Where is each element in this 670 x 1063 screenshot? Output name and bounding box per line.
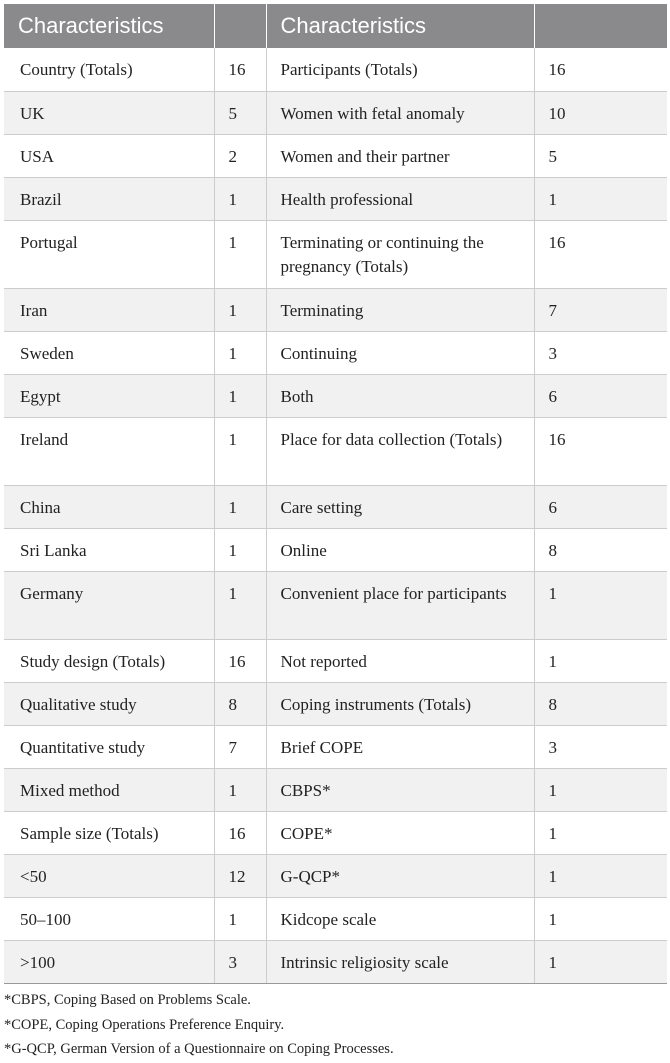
cell-count-right: 6	[534, 485, 667, 528]
cell-characteristic-left: Sweden	[4, 331, 214, 374]
footnote-gqcp: *G-QCP, German Version of a Questionnaire on Coping Processes.	[4, 1041, 394, 1057]
cell-characteristic-left: Mixed method	[4, 768, 214, 811]
cell-characteristic-right: Not reported	[266, 639, 534, 682]
cell-characteristic-left: >100	[4, 940, 214, 983]
cell-characteristic-left: Quantitative study	[4, 725, 214, 768]
cell-characteristic-right: Convenient place for participants	[266, 571, 534, 639]
cell-count-right: 16	[534, 48, 667, 91]
header-count-left	[214, 4, 266, 48]
cell-characteristic-left: Country (Totals)	[4, 48, 214, 91]
table-row	[4, 48, 667, 91]
cell-count-left: 1	[214, 571, 266, 639]
cell-characteristic-right: Brief COPE	[266, 725, 534, 768]
cell-characteristic-left: Ireland	[4, 417, 214, 485]
cell-characteristic-right: Place for data collection (Totals)	[266, 417, 534, 485]
cell-count-right: 8	[534, 528, 667, 571]
cell-count-right: 1	[534, 571, 667, 639]
cell-count-left: 8	[214, 682, 266, 725]
table-row	[4, 220, 667, 288]
cell-count-left: 1	[214, 374, 266, 417]
cell-characteristic-left: Qualitative study	[4, 682, 214, 725]
cell-characteristic-left: Brazil	[4, 177, 214, 220]
cell-count-right: 16	[534, 220, 667, 288]
cell-characteristic-left: UK	[4, 91, 214, 134]
cell-characteristic-left: Sample size (Totals)	[4, 811, 214, 854]
cell-count-right: 1	[534, 940, 667, 983]
footnote-cope: *COPE, Coping Operations Preference Enquiry.	[4, 1016, 285, 1033]
table-row	[4, 374, 667, 417]
characteristics-table-container	[4, 4, 667, 984]
cell-count-right: 1	[534, 639, 667, 682]
table-row	[4, 639, 667, 682]
table-header-row	[4, 4, 667, 48]
cell-count-left: 16	[214, 639, 266, 682]
cell-count-right: 3	[534, 725, 667, 768]
cell-characteristic-right: Intrinsic religiosity scale	[266, 940, 534, 983]
cell-count-left: 2	[214, 134, 266, 177]
cell-characteristic-right: Women with fetal anomaly	[266, 91, 534, 134]
header-count-right	[534, 4, 667, 48]
cell-characteristic-left: 50–100	[4, 897, 214, 940]
footnote-cbps: *CBPS, Coping Based on Problems Scale.	[4, 992, 251, 1008]
table-row	[4, 134, 667, 177]
table-row	[4, 91, 667, 134]
cell-characteristic-left: USA	[4, 134, 214, 177]
cell-characteristic-left: Egypt	[4, 374, 214, 417]
table-row	[4, 417, 667, 485]
table-row	[4, 331, 667, 374]
cell-count-left: 1	[214, 288, 266, 331]
cell-characteristic-right: Care setting	[266, 485, 534, 528]
cell-characteristic-right: Participants (Totals)	[266, 48, 534, 91]
cell-count-right: 10	[534, 91, 667, 134]
cell-characteristic-right: COPE*	[266, 811, 534, 854]
cell-characteristic-left: Germany	[4, 571, 214, 639]
cell-count-left: 1	[214, 177, 266, 220]
cell-count-right: 1	[534, 811, 667, 854]
cell-count-right: 1	[534, 177, 667, 220]
table-row	[4, 177, 667, 220]
cell-count-right: 3	[534, 331, 667, 374]
cell-characteristic-left: Portugal	[4, 220, 214, 288]
cell-characteristic-right: Health professional	[266, 177, 534, 220]
cell-count-right: 5	[534, 134, 667, 177]
cell-count-right: 1	[534, 768, 667, 811]
cell-count-left: 12	[214, 854, 266, 897]
cell-count-right: 8	[534, 682, 667, 725]
table-row	[4, 940, 667, 983]
cell-count-right: 7	[534, 288, 667, 331]
cell-characteristic-right: Terminating	[266, 288, 534, 331]
cell-count-left: 1	[214, 897, 266, 940]
table-row	[4, 897, 667, 940]
cell-count-left: 1	[214, 485, 266, 528]
cell-count-left: 3	[214, 940, 266, 983]
cell-characteristic-right: Kidcope scale	[266, 897, 534, 940]
header-characteristics-right: Characteristics	[266, 4, 534, 48]
footnotes	[4, 988, 667, 1062]
characteristics-table	[4, 4, 667, 984]
cell-count-left: 16	[214, 48, 266, 91]
cell-count-right: 6	[534, 374, 667, 417]
table-row	[4, 768, 667, 811]
cell-characteristic-left: China	[4, 485, 214, 528]
table-row	[4, 288, 667, 331]
cell-count-left: 1	[214, 768, 266, 811]
cell-count-left: 1	[214, 528, 266, 571]
cell-count-right: 1	[534, 854, 667, 897]
table-row	[4, 485, 667, 528]
cell-characteristic-left: Iran	[4, 288, 214, 331]
cell-characteristic-left: <50	[4, 854, 214, 897]
cell-count-left: 7	[214, 725, 266, 768]
cell-count-left: 5	[214, 91, 266, 134]
table-row	[4, 854, 667, 897]
table-row	[4, 725, 667, 768]
cell-characteristic-right: Women and their partner	[266, 134, 534, 177]
cell-count-left: 1	[214, 331, 266, 374]
table-row	[4, 682, 667, 725]
cell-characteristic-right: G-QCP*	[266, 854, 534, 897]
table-row	[4, 571, 667, 639]
cell-count-left: 16	[214, 811, 266, 854]
cell-count-right: 16	[534, 417, 667, 485]
cell-characteristic-left: Sri Lanka	[4, 528, 214, 571]
table-row	[4, 528, 667, 571]
cell-characteristic-right: Online	[266, 528, 534, 571]
cell-characteristic-right: Coping instruments (Totals)	[266, 682, 534, 725]
cell-characteristic-right: Continuing	[266, 331, 534, 374]
header-characteristics-left: Characteristics	[4, 4, 214, 48]
cell-characteristic-right: Terminating or continuing the pregnancy (Totals)	[266, 220, 534, 288]
cell-characteristic-left: Study design (Totals)	[4, 639, 214, 682]
cell-count-left: 1	[214, 220, 266, 288]
cell-characteristic-right: Both	[266, 374, 534, 417]
table-row	[4, 811, 667, 854]
cell-characteristic-right: CBPS*	[266, 768, 534, 811]
cell-count-left: 1	[214, 417, 266, 485]
cell-count-right: 1	[534, 897, 667, 940]
